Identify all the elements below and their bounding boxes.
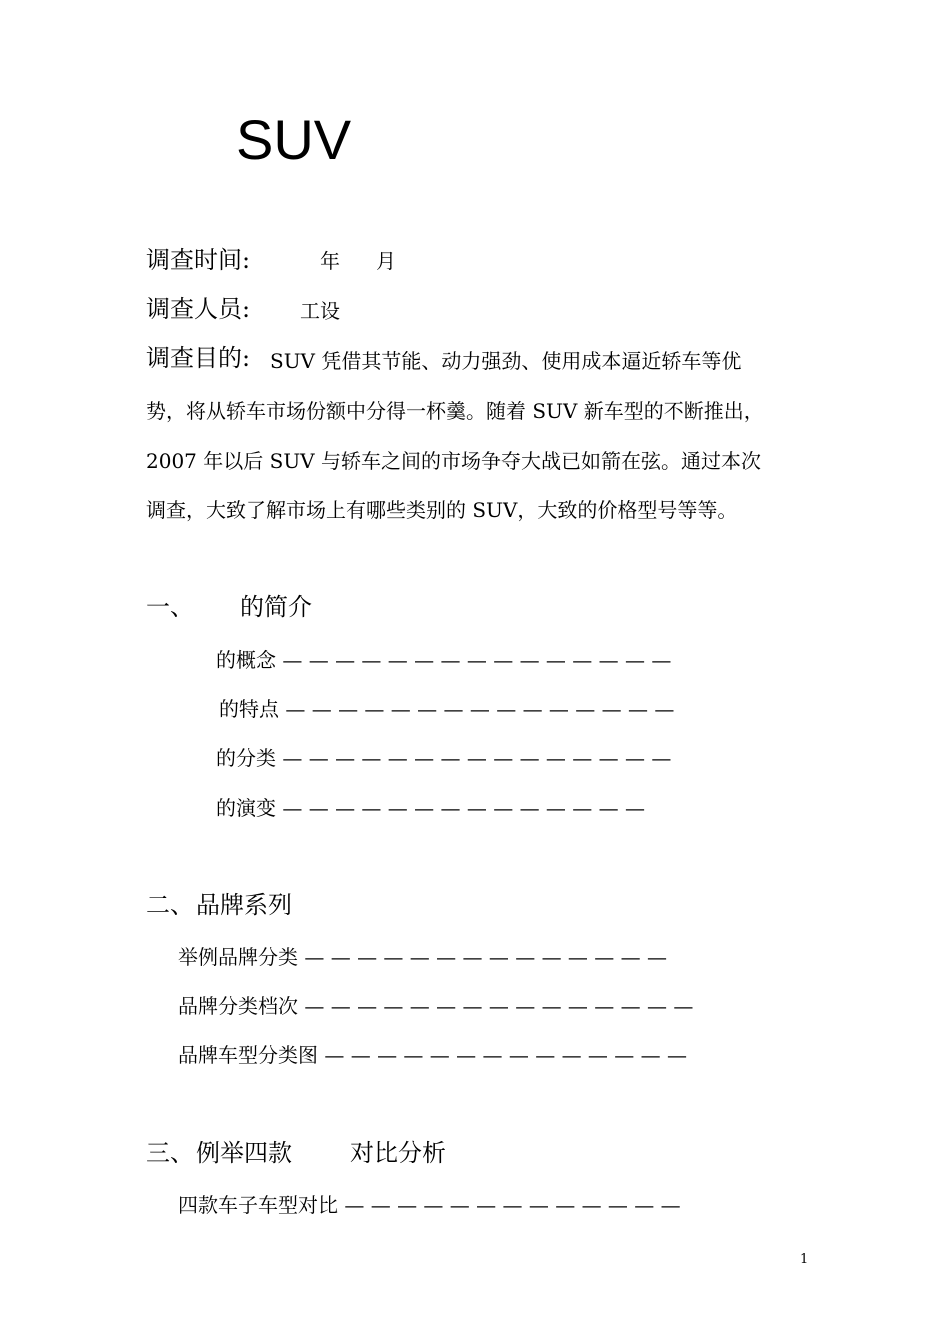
survey-purpose-line-4: 调查，大致了解市场上有哪些类别的 SUV，大致的价格型号等等。 — [146, 498, 738, 522]
section-1-heading: 的简介 — [240, 593, 312, 621]
survey-time-month: 月 — [376, 249, 396, 273]
toc-leader: — — — — — — — — — — — — — — — [324, 1043, 688, 1067]
survey-purpose-label: 调查目的: — [146, 344, 251, 372]
survey-staff-label: 调查人员: — [146, 295, 251, 323]
survey-purpose-line-1: SUV 凭借其节能、动力强劲、使用成本逼近轿车等优 — [270, 349, 742, 373]
section-3-heading: 例举四款 — [196, 1139, 292, 1167]
toc-leader: — — — — — — — — — — — — — — — [304, 945, 668, 969]
toc-leader: — — — — — — — — — — — — — — — — [285, 697, 675, 721]
toc-leader: — — — — — — — — — — — — — — — — [282, 648, 672, 672]
toc-leader: — — — — — — — — — — — — — — — — [304, 994, 694, 1018]
section-2-number: 二、 — [146, 891, 194, 919]
toc-item-1-3 — [216, 748, 671, 768]
toc-item-label: 的演变 — [216, 796, 276, 820]
toc-item-3-1 — [178, 1195, 681, 1215]
toc-item-1-4 — [216, 798, 645, 818]
toc-item-2-2 — [178, 996, 693, 1016]
toc-leader: — — — — — — — — — — — — — — — — [282, 746, 672, 770]
toc-item-1-1 — [216, 650, 671, 670]
toc-item-label: 品牌分类档次 — [178, 994, 298, 1018]
toc-item-label: 四款车子车型对比 — [178, 1193, 338, 1217]
toc-item-2-1 — [178, 947, 667, 967]
toc-item-label: 的概念 — [216, 648, 276, 672]
section-3-number: 三、 — [146, 1139, 194, 1167]
survey-time-label: 调查时间: — [146, 246, 251, 274]
survey-staff-value: 工设 — [300, 299, 340, 323]
survey-time-year: 年 — [320, 249, 340, 273]
toc-item-label: 的特点 — [219, 697, 279, 721]
survey-purpose-line-3: 2007 年以后 SUV 与轿车之间的市场争夺大战已如箭在弦。通过本次 — [146, 449, 761, 473]
toc-item-label: 的分类 — [216, 746, 276, 770]
document-title: SUV — [236, 108, 352, 171]
section-3-heading-suffix: 对比分析 — [350, 1139, 446, 1167]
toc-item-2-3 — [178, 1045, 687, 1065]
toc-leader: — — — — — — — — — — — — — — [344, 1193, 681, 1217]
section-1-number: 一、 — [146, 593, 194, 621]
page-number: 1 — [800, 1252, 809, 1267]
toc-item-label: 举例品牌分类 — [178, 945, 298, 969]
toc-item-label: 品牌车型分类图 — [178, 1043, 318, 1067]
survey-purpose-line-2: 势，将从轿车市场份额中分得一杯羹。随着 SUV 新车型的不断推出， — [146, 399, 764, 423]
toc-item-1-2 — [219, 699, 674, 719]
section-2-heading: 品牌系列 — [196, 891, 292, 919]
toc-leader: — — — — — — — — — — — — — — — [282, 796, 646, 820]
